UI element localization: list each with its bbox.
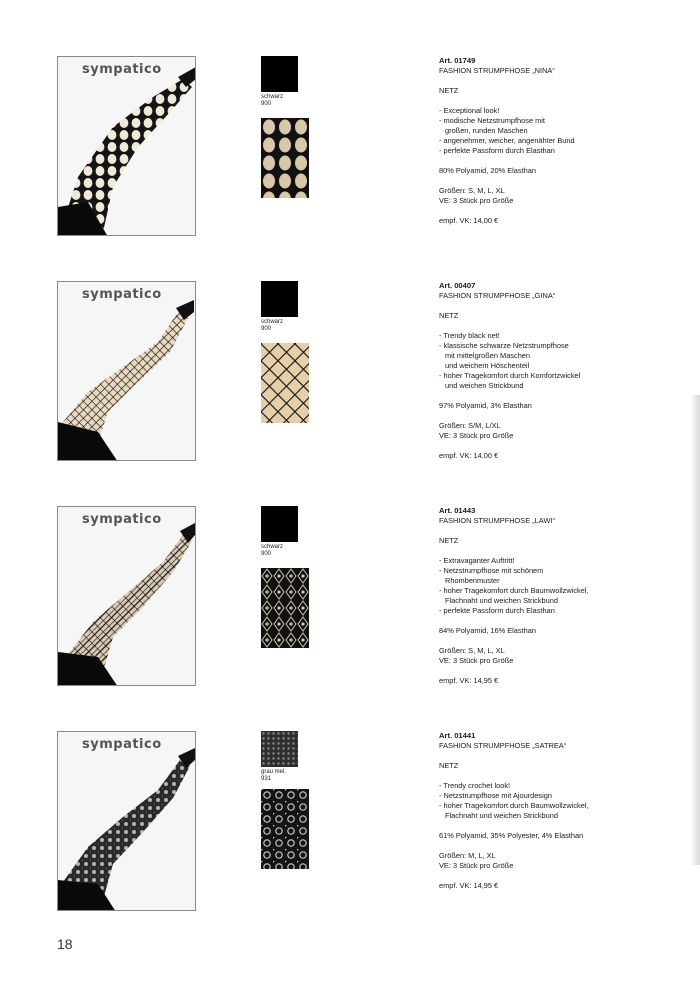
sizes: Größen: S/M, L/XL — [439, 421, 501, 430]
product-type: NETZ — [439, 536, 459, 545]
color-swatch — [261, 731, 298, 767]
product-info — [439, 506, 679, 686]
article-number: Art. 01441 — [439, 731, 476, 740]
feature-line: und weichen Strickbund — [445, 381, 524, 390]
page-edge-shadow — [690, 395, 700, 865]
price: empf. VK: 14,95 € — [439, 676, 499, 685]
feature-line: - perfekte Passform durch Elasthan — [439, 606, 555, 615]
texture-swatch — [261, 118, 309, 198]
brand-logo: sympatico — [82, 287, 162, 302]
product-lawi — [0, 506, 700, 731]
price: empf. VK: 14,00 € — [439, 451, 499, 460]
packing-unit: VE: 3 Stück pro Größe — [439, 861, 514, 870]
product-info — [439, 281, 679, 461]
sizes: Größen: M, L, XL — [439, 851, 496, 860]
feature-line: mit mittelgroßen Maschen — [445, 351, 531, 360]
product-name: FASHION STRUMPFHOSE „LAWI“ — [439, 516, 555, 525]
feature-line: Rhombenmuster — [445, 576, 500, 585]
product-info — [439, 56, 679, 226]
product-photo — [57, 506, 196, 686]
packing-unit: VE: 3 Stück pro Größe — [439, 656, 514, 665]
product-gina — [0, 281, 700, 506]
product-photo — [57, 731, 196, 911]
feature-line: - perfekte Passform durch Elasthan — [439, 146, 555, 155]
color-label — [261, 94, 283, 108]
feature-line: - angenehmer, weicher, angenähter Bund — [439, 136, 575, 145]
color-label — [261, 769, 286, 783]
article-number: Art. 01443 — [439, 506, 476, 515]
product-photo — [57, 56, 196, 236]
texture-swatch — [261, 568, 309, 648]
product-name: FASHION STRUMPFHOSE „NINA“ — [439, 66, 555, 75]
color-name: schwarz — [261, 544, 284, 550]
brand-logo: sympatico — [82, 512, 162, 527]
material: 80% Polyamid, 20% Elasthan — [439, 166, 536, 175]
feature-line: - Netzstrumpfhose mit schönem — [439, 566, 544, 575]
material: 84% Polyamid, 16% Elasthan — [439, 626, 536, 635]
product-type: NETZ — [439, 86, 459, 95]
feature-line: - Netzstrumpfhose mit Ajourdesign — [439, 791, 552, 800]
color-code: 900 — [261, 551, 272, 557]
feature-line: Flachnaht und weichen Strickbund — [445, 596, 558, 605]
feature-line: - modische Netzstrumpfhose mit — [439, 116, 545, 125]
color-code: 900 — [261, 326, 272, 332]
feature-line: - Trendy black net! — [439, 331, 500, 340]
color-label — [261, 319, 283, 333]
product-satrea — [0, 731, 700, 956]
article-number: Art. 01749 — [439, 56, 476, 65]
feature-line: - Extravaganter Auftritt! — [439, 556, 515, 565]
color-swatch — [261, 56, 298, 92]
color-name: schwarz — [261, 94, 284, 100]
feature-line: - hoher Tragekomfort durch Komfortzwickel — [439, 371, 581, 380]
product-info — [439, 731, 679, 891]
feature-line: - Exceptional look! — [439, 106, 500, 115]
packing-unit: VE: 3 Stück pro Größe — [439, 196, 514, 205]
feature-line: großen, runden Maschen — [445, 126, 528, 135]
price: empf. VK: 14,95 € — [439, 881, 499, 890]
color-code: 900 — [261, 101, 272, 107]
article-number: Art. 00407 — [439, 281, 476, 290]
sizes: Größen: S, M, L, XL — [439, 646, 505, 655]
feature-line: - Trendy crochet look! — [439, 781, 511, 790]
color-label — [261, 544, 283, 558]
brand-logo: sympatico — [82, 737, 162, 752]
color-name: schwarz — [261, 319, 284, 325]
color-swatch — [261, 506, 298, 542]
texture-swatch — [261, 343, 309, 423]
color-code: 931 — [261, 776, 272, 782]
feature-line: und weichem Höschenteil — [445, 361, 530, 370]
packing-unit: VE: 3 Stück pro Größe — [439, 431, 514, 440]
texture-swatch — [261, 789, 309, 869]
feature-line: Flachnaht und weichen Strickbund — [445, 811, 558, 820]
product-name: FASHION STRUMPFHOSE „GINA“ — [439, 291, 556, 300]
page-number: 18 — [57, 936, 73, 952]
color-name: grau mel. — [261, 769, 287, 775]
product-type: NETZ — [439, 761, 459, 770]
product-type: NETZ — [439, 311, 459, 320]
sizes: Größen: S, M, L, XL — [439, 186, 505, 195]
price: empf. VK: 14,00 € — [439, 216, 499, 225]
product-name: FASHION STRUMPFHOSE „SATREA“ — [439, 741, 567, 750]
color-swatch — [261, 281, 298, 317]
brand-logo: sympatico — [82, 62, 162, 77]
product-photo — [57, 281, 196, 461]
material: 61% Polyamid, 35% Polyester, 4% Elasthan — [439, 831, 584, 840]
material: 97% Polyamid, 3% Elasthan — [439, 401, 532, 410]
feature-line: - hoher Tragekomfort durch Baumwollzwickel, — [439, 586, 589, 595]
feature-line: - klassische schwarze Netzstrumpfhose — [439, 341, 569, 350]
product-nina — [0, 56, 700, 281]
feature-line: - hoher Tragekomfort durch Baumwollzwickel, — [439, 801, 589, 810]
